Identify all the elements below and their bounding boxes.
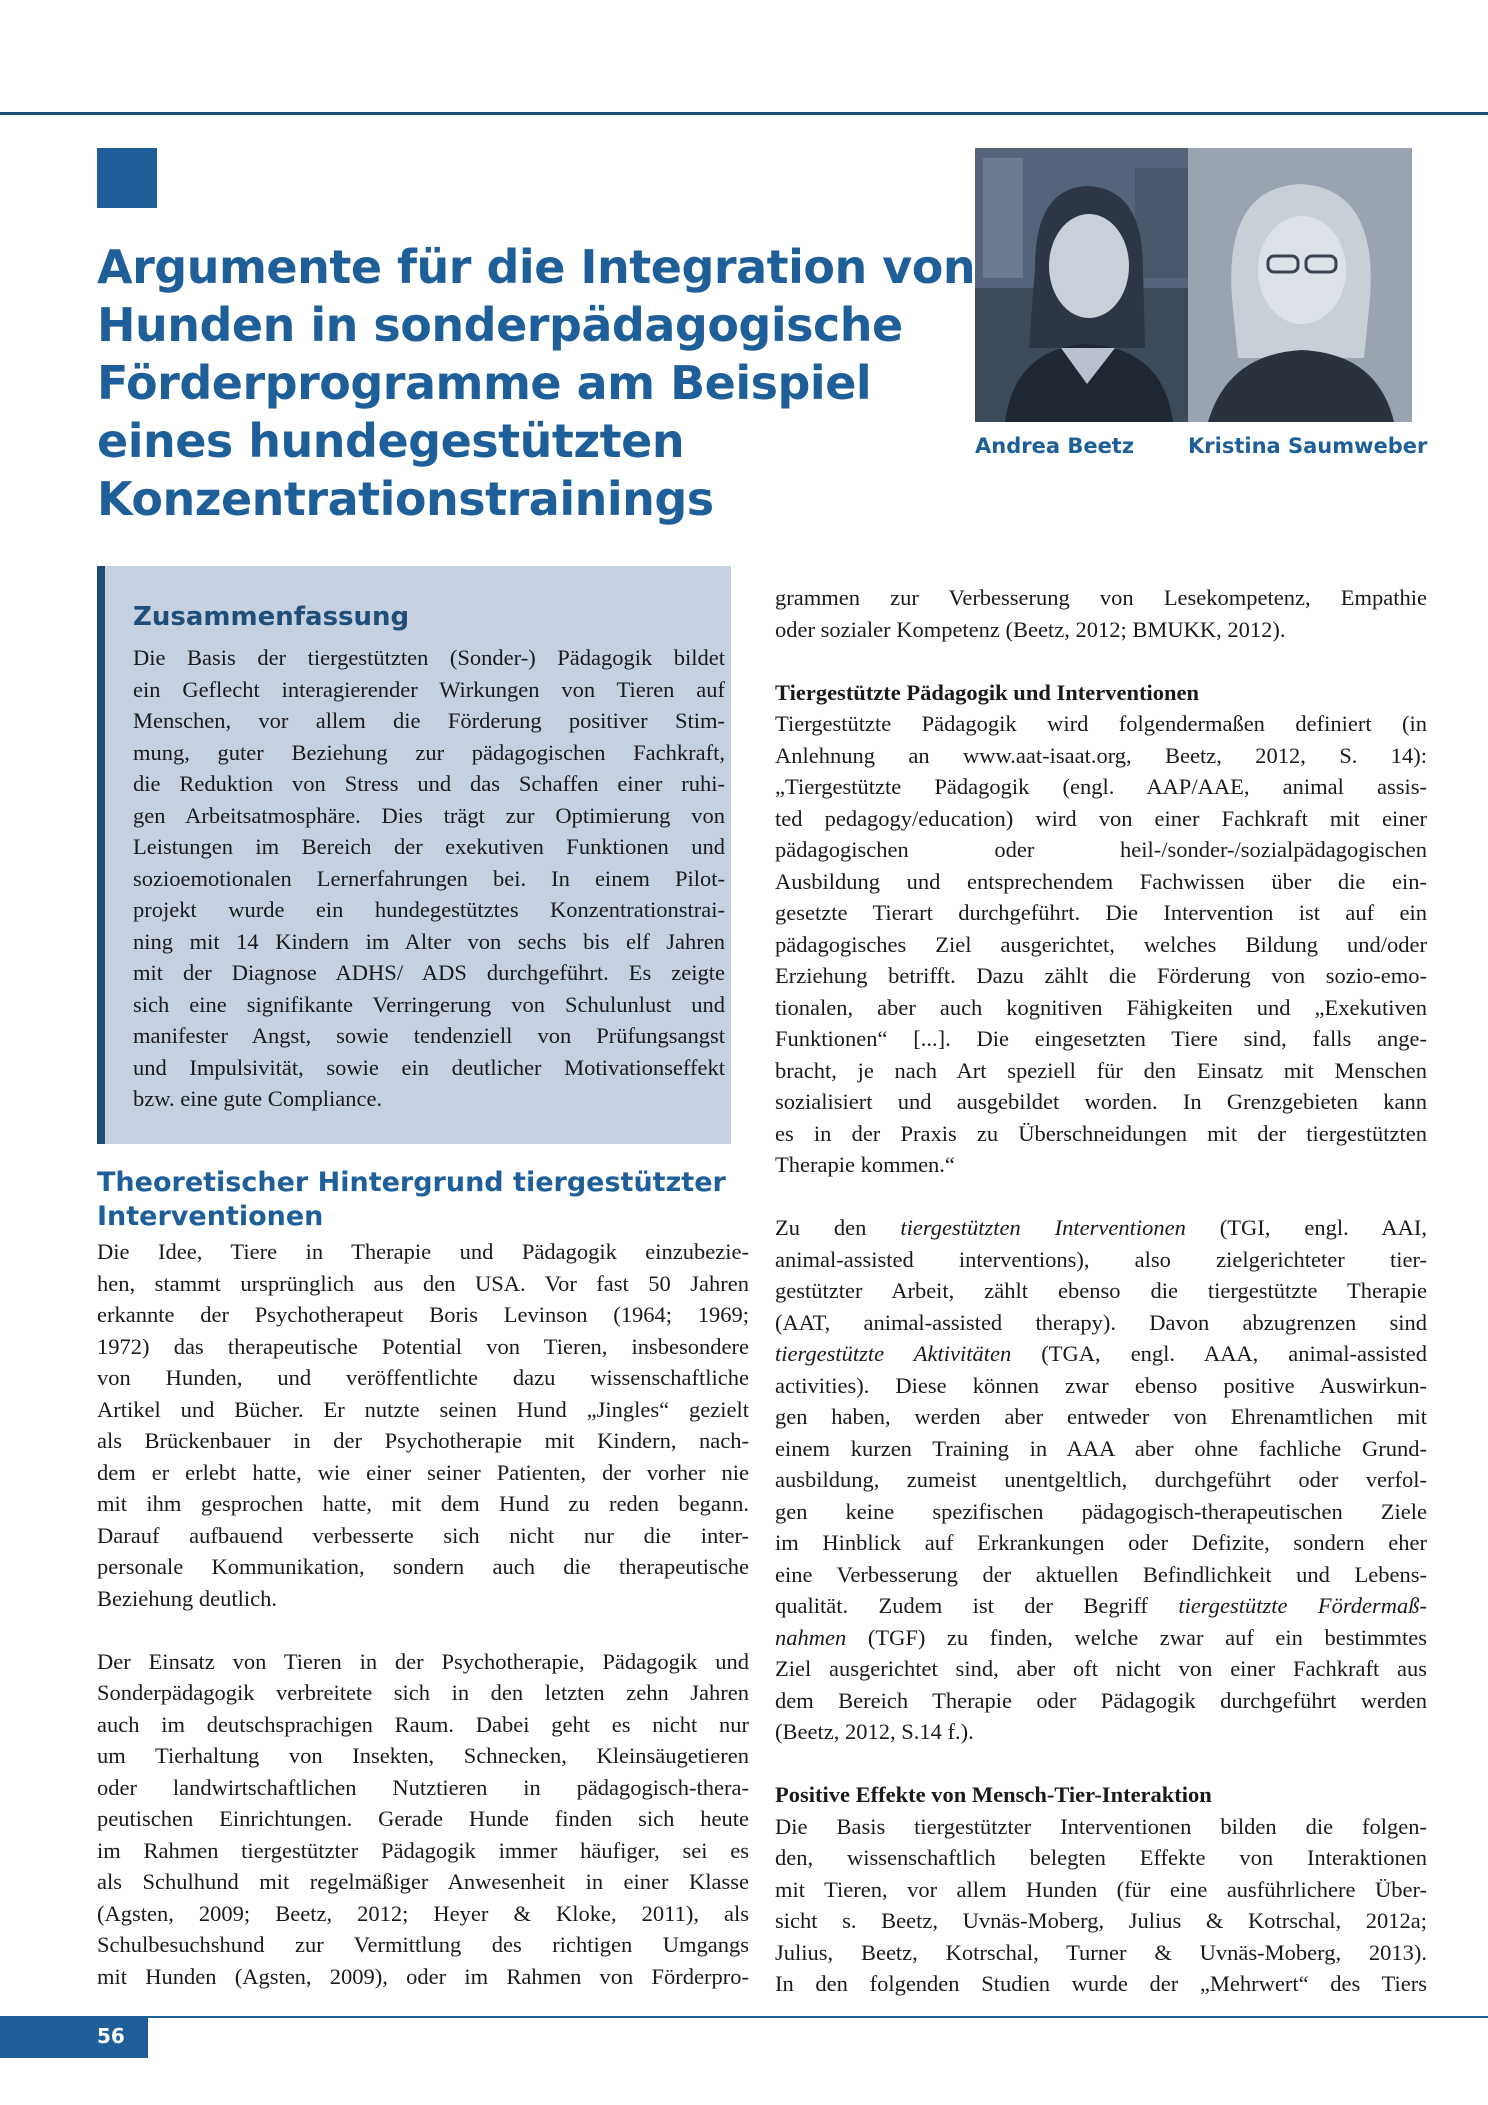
body-line: sicht s. Beetz, Uvnäs-Moberg, Julius & Kotrschal, 2012a; (775, 1908, 1427, 1933)
body-line: dem Bereich Therapie oder Pädagogik durchgeführt werden (775, 1687, 1427, 1713)
author-name: Kristina Saumweber (1188, 434, 1428, 458)
body-line: mit Hunden (Agsten, 2009), oder im Rahmen von Förderpro- (97, 1963, 749, 1989)
article-title (97, 238, 977, 528)
right-column (775, 582, 1427, 2000)
footer-rule (148, 2016, 1488, 2018)
abstract-line: mit der Diagnose ADHS/ ADS durchgeführt. Es zeigte (133, 960, 725, 985)
body-line: (Beetz, 2012, S.14 f.). (775, 1719, 974, 1744)
body-line: gesetzte Tierart durchgeführt. Die Intervention ist auf ein (775, 900, 1427, 925)
body-line: Therapie kommen.“ (775, 1152, 955, 1177)
abstract-line: bzw. eine gute Compliance. (133, 1086, 383, 1111)
subheading: Tiergestützte Pädagogik und Interventionen (775, 679, 1199, 705)
body-line: von Hunden, und veröffentlichte dazu wissenschaftliche (97, 1365, 749, 1390)
body-line: mit Tieren, vor allem Hunden (für eine ausführlichere Über- (775, 1876, 1427, 1902)
section-heading-line: Interventionen (97, 1201, 324, 1232)
body-line: um Tierhaltung von Insekten, Schnecken, Kleinsäugetieren (97, 1743, 749, 1768)
body-line: auch im deutschsprachigen Raum. Dabei geht es nicht nur (97, 1711, 749, 1737)
body-line: gen haben, werden aber entweder von Ehrenamtlichen mit (775, 1404, 1427, 1429)
abstract-line: mung, guter Beziehung zur pädagogischen Fachkraft, (133, 739, 725, 765)
title-line: eines hundegestützten (97, 414, 685, 468)
body-line: dem er erlebt hatte, wie einer seiner Patienten, der vorher nie (97, 1459, 749, 1485)
body-line: In den folgenden Studien wurde der „Mehrwert“ des Tiers (775, 1971, 1427, 1996)
abstract-line: Leistungen im Bereich der exekutiven Funktionen und (133, 834, 725, 859)
body-line: Die Basis tiergestützter Interventionen bilden die folgen- (775, 1813, 1427, 1839)
text-run: (TGA, engl. AAA, animal-assisted (1011, 1341, 1427, 1366)
abstract-line: ning mit 14 Kindern im Alter von sechs bis elf Jahren (133, 928, 725, 954)
paragraph-gap (775, 1748, 1427, 1780)
body-line: Artikel und Bücher. Er nutzte seinen Hund „Jingles“ gezielt (97, 1396, 749, 1422)
body-line: es in der Praxis zu Überschneidungen mit der tiergestützten (775, 1120, 1427, 1146)
body-line: 1972) das therapeutische Potential von Tieren, insbesondere (97, 1333, 749, 1359)
body-line: Anlehnung an www.aat-isaat.org, Beetz, 2012, S. 14): (775, 742, 1427, 768)
body-line: bracht, je nach Art speziell für den Einsatz mit Menschen (775, 1057, 1427, 1083)
abstract-line: gen Arbeitsatmosphäre. Dies trägt zur Optimierung von (133, 802, 725, 828)
body-line: Darauf aufbauend verbesserte sich nicht nur die inter- (97, 1522, 749, 1548)
body-line: Tiergestützte Pädagogik wird folgendermaßen definiert (in (775, 711, 1427, 736)
body-line: den, wissenschaftlich belegten Effekte von Interaktionen (775, 1845, 1427, 1870)
abstract-line: ein Geflecht interagierender Wirkungen von Tieren auf (133, 676, 725, 702)
body-line: ted pedagogy/education) wird von einer Fachkraft mit einer (775, 805, 1427, 831)
title-line: Förderprogramme am Beispiel (97, 356, 872, 410)
title-line: Hunden in sonderpädagogische (97, 298, 903, 352)
text-run: (TGF) zu finden, welche zwar auf ein bestimmtes (846, 1624, 1427, 1650)
body-line: Schulbesuchshund zur Vermittlung des richtigen Umgangs (97, 1932, 749, 1957)
body-line (775, 1622, 1427, 1654)
body-line: Ziel ausgerichtet sind, aber oft nicht von einer Fachkraft aus (775, 1656, 1427, 1681)
abstract-line: Die Basis der tiergestützten (Sonder-) Pädagogik bildet (133, 645, 725, 670)
body-line: (Agsten, 2009; Beetz, 2012; Heyer & Kloke, 2011), als (97, 1900, 749, 1926)
abstract-line: manifester Angst, sowie tendenziell von Prüfungsangst (133, 1023, 725, 1048)
title-line: Argumente für die Integration von (97, 240, 976, 294)
body-line: oder sozialer Kompetenz (Beetz, 2012; BMUKK, 2012). (775, 616, 1286, 642)
abstract-line: und Impulsivität, sowie ein deutlicher Motivationseffekt (133, 1054, 725, 1080)
paragraph-gap (97, 1614, 749, 1646)
paragraph-gap (775, 1181, 1427, 1213)
italic-term: tiergestützte Aktivitäten (775, 1341, 1012, 1366)
body-line: gestützter Arbeit, zählt ebenso die tiergestützte Therapie (775, 1278, 1427, 1303)
body-line: „Tiergestützte Pädagogik (engl. AAP/AAE, animal assis- (775, 774, 1427, 799)
body-line: oder landwirtschaftlichen Nutztieren in pädagogisch-thera- (97, 1774, 749, 1800)
body-line: als Brückenbauer in der Psychotherapie mit Kindern, nach- (97, 1428, 749, 1453)
body-line: Die Idee, Tiere in Therapie und Pädagogik einzubezie- (97, 1239, 749, 1264)
body-line: Julius, Beetz, Kotrschal, Turner & Uvnäs-Moberg, 2013). (775, 1939, 1427, 1965)
italic-term: tiergestützte Fördermaß- (1178, 1593, 1427, 1618)
text-run: qualität. Zudem ist der Begriff (775, 1593, 1179, 1618)
page-number: 56 (97, 2024, 125, 2048)
text-run: Zu den (775, 1215, 901, 1240)
author-name: Andrea Beetz (975, 434, 1135, 458)
abstract-accent-bar (97, 566, 105, 1144)
body-line: im Hinblick auf Erkrankungen oder Defizite, sondern eher (775, 1530, 1427, 1555)
italic-term: nahmen (775, 1624, 847, 1650)
body-line (775, 1338, 1427, 1370)
body-line: pädagogisches Ziel ausgerichtet, welches Bildung und/oder (775, 931, 1427, 957)
left-column (97, 1236, 749, 1992)
body-line: sozialisiert und ausgebildet worden. In Grenzgebieten kann (775, 1089, 1427, 1114)
body-line: Beziehung deutlich. (97, 1585, 277, 1611)
body-line (775, 1212, 1427, 1244)
body-line: ausbildung, zumeist unentgeltlich, durchgeführt oder verfol- (775, 1467, 1427, 1492)
body-line: grammen zur Verbesserung von Lesekompetenz, Empathie (775, 585, 1427, 610)
body-line: Sonderpädagogik verbreitete sich in den letzten zehn Jahren (97, 1680, 749, 1705)
body-line: personale Kommunikation, sondern auch die therapeutische (97, 1554, 749, 1579)
abstract-heading: Zusammenfassung (133, 602, 410, 632)
section-heading-line: Theoretischer Hintergrund tiergestützter (97, 1167, 726, 1198)
author-photo-saumweber (1188, 148, 1412, 422)
body-line: Der Einsatz von Tieren in der Psychotherapie, Pädagogik und (97, 1648, 749, 1674)
text-run: (TGI, engl. AAI, (1185, 1215, 1427, 1240)
body-line: animal-assisted interventions), also zielgerichteter tier- (775, 1246, 1427, 1272)
abstract-text (133, 642, 725, 1115)
section-heading (97, 1166, 757, 1234)
abstract-box (97, 566, 731, 1144)
body-line: erkannte der Psychotherapeut Boris Levinson (1964; 1969; (97, 1302, 749, 1327)
top-rule (0, 112, 1488, 115)
body-line: eine Verbesserung der aktuellen Befindlichkeit und Lebens- (775, 1561, 1427, 1587)
author-photo-beetz (975, 148, 1199, 422)
body-line: pädagogischen oder heil-/sonder-/sozialpädagogischen (775, 837, 1427, 862)
body-line: Funktionen“ [...]. Die eingesetzten Tiere sind, falls ange- (775, 1026, 1427, 1051)
body-line (775, 1590, 1427, 1622)
body-line: tionalen, aber auch kognitiven Fähigkeiten und „Exekutiven (775, 994, 1427, 1020)
body-line: hen, stammt ursprünglich aus den USA. Vor fast 50 Jahren (97, 1270, 749, 1296)
italic-term: tiergestützten Interventionen (900, 1215, 1186, 1240)
body-line: Ausbildung und entsprechendem Fachwissen über die ein- (775, 868, 1427, 894)
body-line: als Schulhund mit regelmäßiger Anwesenheit in einer Klasse (97, 1869, 749, 1894)
body-line: Erziehung betrifft. Dazu zählt die Förderung von sozio-emo- (775, 963, 1427, 988)
body-line: peutischen Einrichtungen. Gerade Hunde finden sich heute (97, 1806, 749, 1831)
body-line: im Rahmen tiergestützter Pädagogik immer häufiger, sei es (97, 1837, 749, 1863)
body-line: gen keine spezifischen pädagogisch-therapeutischen Ziele (775, 1498, 1427, 1524)
subheading: Positive Effekte von Mensch-Tier-Interaktion (775, 1782, 1212, 1807)
body-line: mit ihm gesprochen hatte, mit dem Hund zu reden begann. (97, 1491, 749, 1516)
title-line: Konzentrationstrainings (97, 472, 714, 526)
paragraph-gap (775, 645, 1427, 677)
abstract-line: Menschen, vor allem die Förderung positiver Stim- (133, 708, 725, 733)
abstract-line: sich eine signifikante Verringerung von Schulunlust und (133, 991, 725, 1017)
abstract-line: projekt wurde ein hundegestütztes Konzentrationstrai- (133, 897, 725, 922)
accent-square (97, 148, 157, 208)
abstract-line: sozioemotionalen Lernerfahrungen bei. In einem Pilot- (133, 865, 725, 891)
body-line: (AAT, animal-assisted therapy). Davon abzugrenzen sind (775, 1309, 1427, 1335)
body-line: activities). Diese können zwar ebenso positive Auswirkun- (775, 1372, 1427, 1398)
footer-page-tab (0, 2016, 148, 2058)
abstract-line: die Reduktion von Stress und das Schaffen einer ruhi- (133, 771, 725, 796)
body-line: einem kurzen Training in AAA aber ohne fachliche Grund- (775, 1435, 1427, 1461)
